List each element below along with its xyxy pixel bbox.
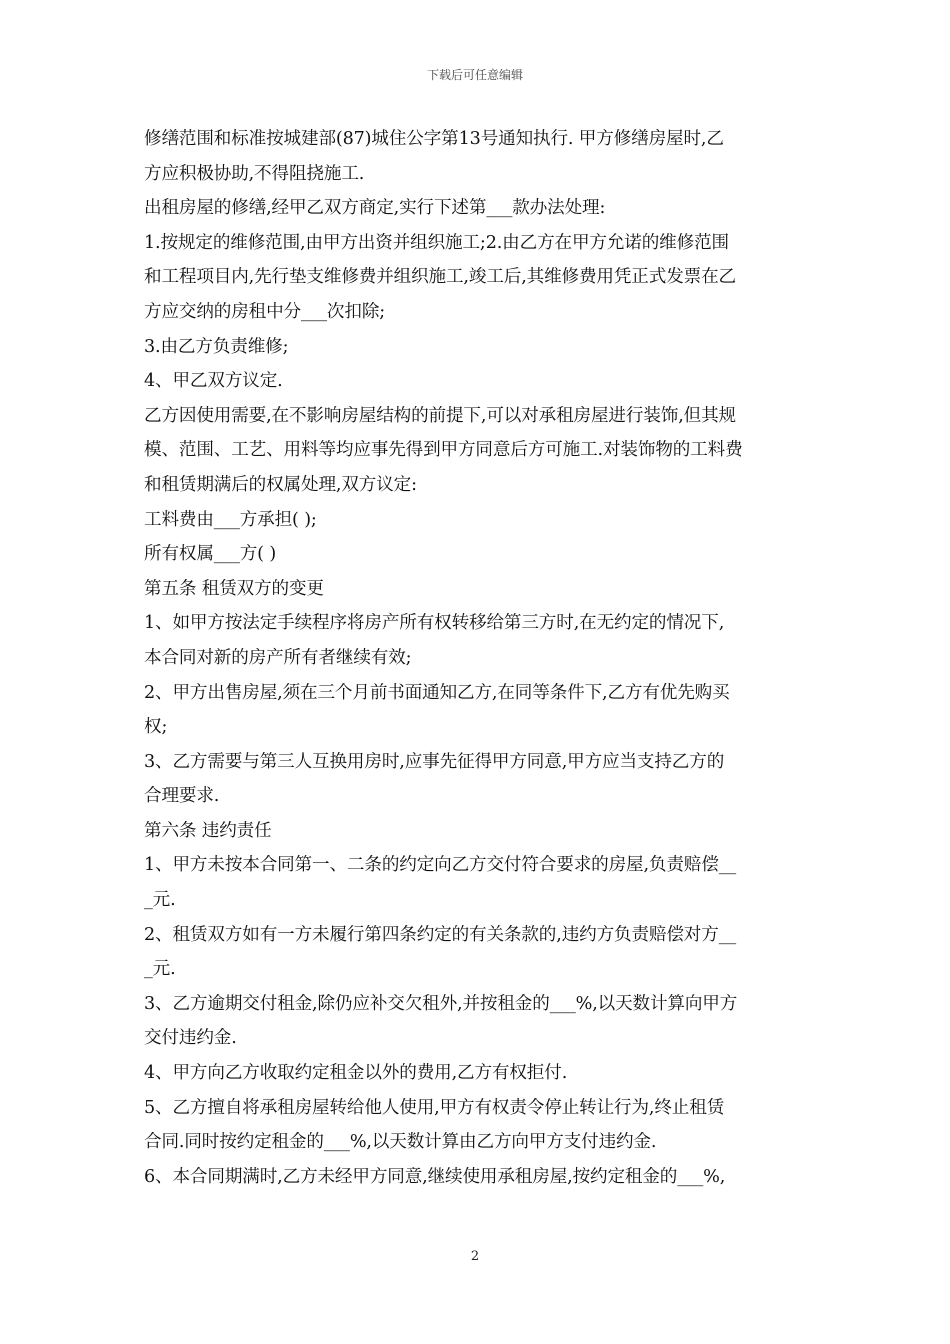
text-line: 和租赁期满后的权属处理,双方议定: (144, 474, 417, 495)
text-line: 交付违约金. (144, 1028, 237, 1049)
text-line: 3、乙方需要与第三人互换用房时,应事先征得甲方同意,甲方应当支持乙方的 (144, 751, 725, 772)
text-line: 和工程项目内,先行垫支维修费并组织施工,竣工后,其维修费用凭正式发票在乙 (144, 267, 736, 288)
text-line: 本合同对新的房产所有者继续有效; (144, 647, 412, 668)
section-heading: 第五条 租赁双方的变更 (144, 578, 324, 599)
text-line: 乙方因使用需要,在不影响房屋结构的前提下,可以对承租房屋进行装饰,但其规 (144, 405, 736, 426)
text-line: 3.由乙方负责维修; (144, 336, 289, 357)
text-line: 合理要求. (144, 786, 220, 807)
text-line: 4、甲方向乙方收取约定租金以外的费用,乙方有权拒付. (144, 1063, 568, 1084)
text-line: 1.按规定的维修范围,由甲方出资并组织施工;2.由乙方在甲方允诺的维修范围 (144, 232, 729, 253)
text-line: 2、租赁双方如有一方未履行第四条约定的有关条款的,违约方负责赔偿对方__ (144, 924, 736, 945)
section-heading: 第六条 违约责任 (144, 820, 272, 841)
document-body (144, 122, 809, 1194)
text-line: 权; (144, 717, 168, 738)
text-line: 所有权属___方( ) (144, 544, 277, 565)
text-line: 2、甲方出售房屋,须在三个月前书面通知乙方,在同等条件下,乙方有优先购买 (144, 682, 730, 703)
text-line: 模、范围、工艺、用料等均应事先得到甲方同意后方可施工.对装饰物的工料费 (144, 440, 743, 461)
text-line: 合同.同时按约定租金的___%,以天数计算由乙方向甲方支付违约金. (144, 1132, 657, 1153)
text-line: 4、甲乙双方议定. (144, 371, 283, 392)
page-header: 下载后可任意编辑 (426, 68, 523, 82)
text-line: 1、甲方未按本合同第一、二条的约定向乙方交付符合要求的房屋,负责赔偿__ (144, 855, 736, 876)
text-line: _元. (144, 890, 176, 911)
text-line: _元. (144, 959, 176, 980)
text-line: 工料费由___方承担( ); (144, 509, 317, 530)
text-line: 6、本合同期满时,乙方未经甲方同意,继续使用承租房屋,按约定租金的___%, (144, 1166, 726, 1187)
text-line: 修缮范围和标准按城建部(87)城住公字第13号通知执行. 甲方修缮房屋时,乙 (144, 129, 724, 149)
page-number: 2 (470, 1249, 480, 1264)
text-line: 方应交纳的房租中分___次扣除; (144, 301, 386, 322)
text-line: 出租房屋的修缮,经甲乙双方商定,实行下述第___款办法处理: (144, 198, 606, 219)
text-line: 3、乙方逾期交付租金,除仍应补交欠租外,并按租金的___%,以天数计算向甲方 (144, 993, 738, 1014)
text-line: 5、乙方擅自将承租房屋转给他人使用,甲方有权责令停止转让行为,终止租赁 (144, 1097, 725, 1118)
text-line: 1、如甲方按法定手续程序将房产所有权转移给第三方时,在无约定的情况下, (144, 613, 725, 634)
text-line: 方应积极协助,不得阻挠施工. (144, 163, 365, 184)
